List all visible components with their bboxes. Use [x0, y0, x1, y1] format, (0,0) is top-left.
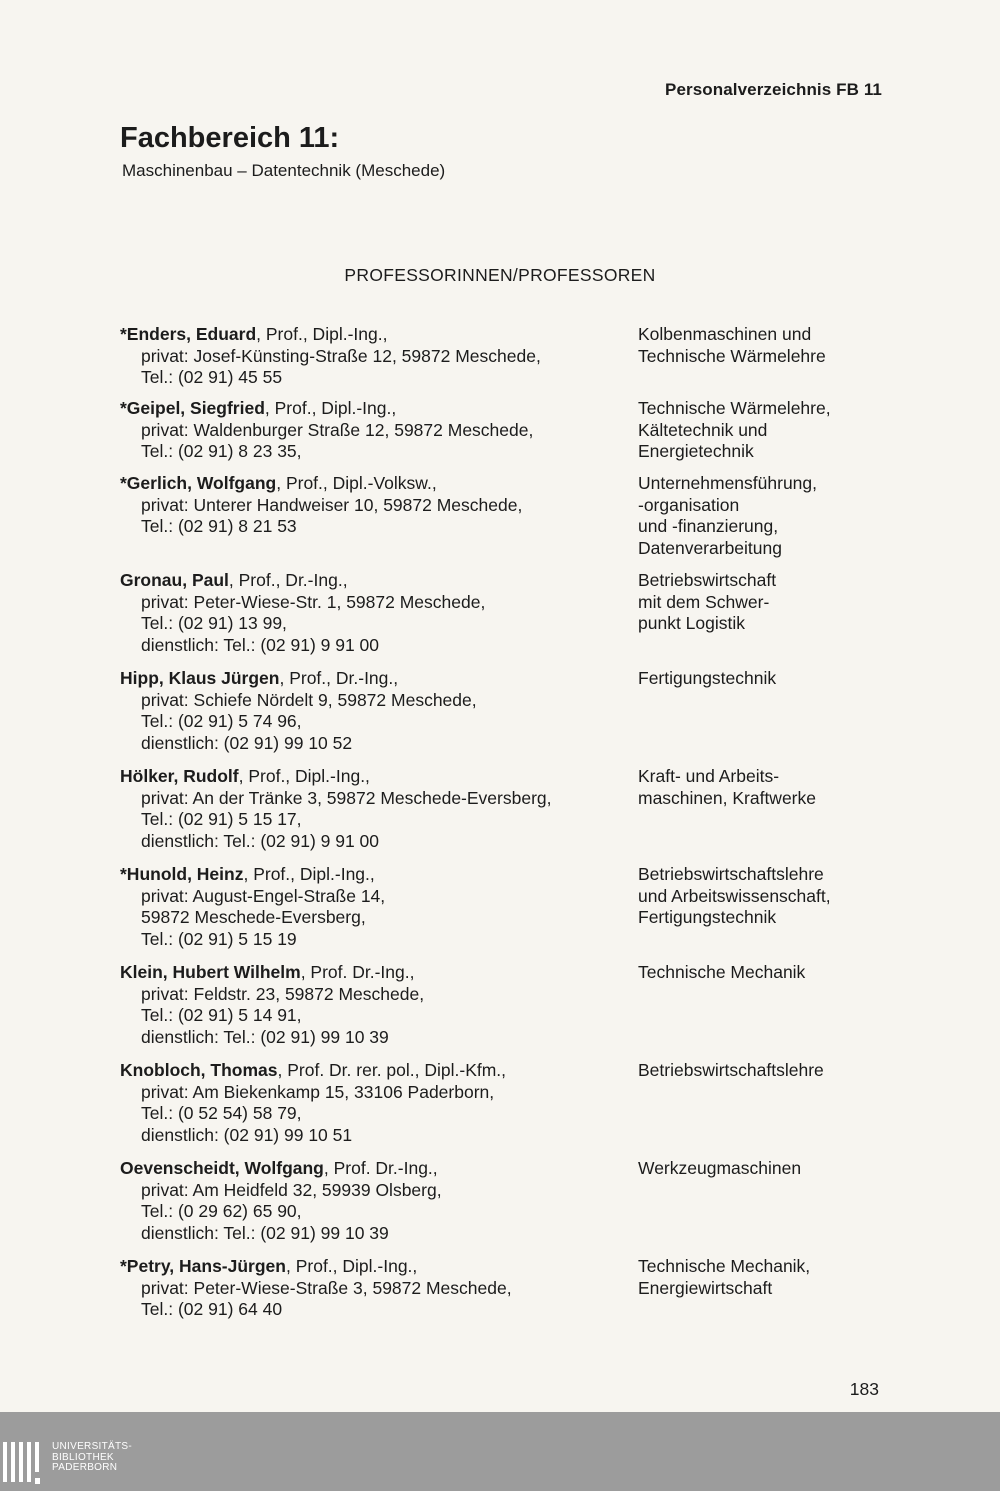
subject-line: Unternehmensführung, [638, 473, 817, 493]
subject-line: -organisation [638, 494, 740, 515]
contact-line: Tel.: (0 52 54) 58 79, [141, 1103, 302, 1124]
section-heading: PROFESSORINNEN/PROFESSOREN [344, 265, 656, 285]
professor-title: , Prof., Dipl.-Ing., [238, 766, 370, 786]
contact-line: dienstlich: (02 91) 99 10 51 [141, 1125, 353, 1146]
professor-name: *Geipel, Siegfried [120, 398, 265, 418]
professor-name: Hölker, Rudolf [120, 766, 239, 786]
professor-name-line [120, 570, 620, 592]
subject-line: und -finanzierung, [638, 516, 779, 537]
subject-line: Energiewirtschaft [638, 1277, 773, 1298]
subject-area [638, 1060, 888, 1082]
professor-title: , Prof., Dr.-Ing., [228, 570, 348, 590]
contact-line: Tel.: (02 91) 5 15 17, [141, 809, 302, 830]
contact-line: dienstlich: Tel.: (02 91) 99 10 39 [141, 1223, 389, 1244]
contact-line: privat: Waldenburger Straße 12, 59872 Meschede, [141, 419, 534, 440]
professor-contact [120, 864, 620, 951]
contact-line: dienstlich: (02 91) 99 10 52 [141, 733, 353, 754]
contact-line: 59872 Meschede-Eversberg, [141, 907, 366, 928]
subject-area [638, 324, 888, 367]
contact-line: Tel.: (02 91) 45 55 [141, 367, 283, 388]
professor-contact [120, 1158, 620, 1245]
professor-title: , Prof. Dr.-Ing., [323, 1158, 438, 1178]
professor-name-line [120, 398, 620, 420]
professor-name-line [120, 962, 620, 984]
professor-name: Oevenscheidt, Wolfgang [120, 1158, 324, 1178]
professor-title: , Prof. Dr.-Ing., [300, 962, 415, 982]
contact-line: dienstlich: Tel.: (02 91) 9 91 00 [141, 831, 380, 852]
professor-contact [120, 324, 620, 389]
subject-line: Werkzeugmaschinen [638, 1158, 802, 1178]
subject-line: Energietechnik [638, 441, 754, 462]
professor-name: *Gerlich, Wolfgang [120, 473, 277, 493]
subject-area [638, 864, 888, 929]
library-name-line: PADERBORN [52, 1462, 118, 1473]
contact-line: Tel.: (02 91) 5 14 91, [141, 1005, 302, 1026]
professor-name-line [120, 766, 620, 788]
professor-title: , Prof., Dipl.-Ing., [243, 864, 375, 884]
professor-name: Klein, Hubert Wilhelm [120, 962, 301, 982]
subject-area [638, 398, 888, 463]
contact-line: privat: Unterer Handweiser 10, 59872 Meschede, [141, 494, 523, 515]
subject-line: Technische Wärmelehre, [638, 398, 831, 418]
professor-name-line [120, 864, 620, 886]
contact-line: Tel.: (02 91) 8 23 35, [141, 441, 302, 462]
subject-line: Kältetechnik und [638, 419, 768, 440]
subject-line: Kraft- und Arbeits- [638, 766, 780, 786]
professor-name-line [120, 1158, 620, 1180]
library-name-line: UNIVERSITÄTS- [52, 1441, 133, 1452]
contact-line: privat: Feldstr. 23, 59872 Meschede, [141, 983, 425, 1004]
contact-line: dienstlich: Tel.: (02 91) 99 10 39 [141, 1027, 389, 1048]
subject-line: Betriebswirtschaftslehre [638, 1060, 824, 1080]
contact-line: Tel.: (02 91) 5 74 96, [141, 711, 302, 732]
department-title: Fachbereich 11: [120, 122, 340, 154]
department-subtitle: Maschinenbau – Datentechnik (Meschede) [122, 161, 446, 180]
professor-contact [120, 473, 620, 538]
professor-contact [120, 766, 620, 853]
subject-line: mit dem Schwer- [638, 591, 770, 612]
contact-line: privat: Peter-Wiese-Straße 3, 59872 Meschede, [141, 1277, 512, 1298]
professor-name-line [120, 473, 620, 495]
contact-line: privat: An der Tränke 3, 59872 Meschede-Eversberg, [141, 787, 552, 808]
subject-line: und Arbeitswissenschaft, [638, 885, 831, 906]
subject-line: Betriebswirtschaftslehre [638, 864, 824, 884]
subject-area [638, 766, 888, 809]
professor-title: , Prof., Dipl.-Ing., [264, 398, 397, 418]
professor-name-line [120, 324, 620, 346]
professor-name: Knobloch, Thomas [120, 1060, 278, 1080]
subject-line: Fertigungstechnik [638, 907, 777, 928]
contact-line: privat: Peter-Wiese-Str. 1, 59872 Meschede, [141, 591, 486, 612]
professor-contact [120, 398, 620, 463]
professor-contact [120, 1060, 620, 1147]
contact-line: privat: August-Engel-Straße 14, [141, 885, 386, 906]
subject-line: Datenverarbeitung [638, 538, 782, 559]
library-logo-icon [3, 1442, 45, 1490]
professor-name: Hipp, Klaus Jürgen [120, 668, 280, 688]
professor-title: , Prof. Dr. rer. pol., Dipl.-Kfm., [277, 1060, 507, 1080]
subject-line: Kolbenmaschinen und [638, 324, 812, 344]
contact-line: Tel.: (02 91) 5 15 19 [141, 929, 297, 950]
professor-contact [120, 1256, 620, 1321]
subject-area [638, 1256, 888, 1299]
library-footer [0, 1412, 1000, 1491]
subject-line: maschinen, Kraftwerke [638, 787, 816, 808]
subject-line: Technische Mechanik [638, 962, 806, 982]
contact-line: privat: Schiefe Nördelt 9, 59872 Meschede, [141, 689, 477, 710]
professor-name: *Petry, Hans-Jürgen [120, 1256, 286, 1276]
professor-title: , Prof., Dipl.-Ing., [285, 1256, 418, 1276]
contact-line: Tel.: (0 29 62) 65 90, [141, 1201, 302, 1222]
professor-contact [120, 962, 620, 1049]
professor-title: , Prof., Dipl.-Volksw., [276, 473, 437, 493]
contact-line: Tel.: (02 91) 64 40 [141, 1299, 283, 1320]
subject-area [638, 962, 888, 984]
professor-contact [120, 668, 620, 755]
subject-line: Fertigungstechnik [638, 668, 777, 688]
professor-name: Gronau, Paul [120, 570, 229, 590]
contact-line: dienstlich: Tel.: (02 91) 9 91 00 [141, 635, 380, 656]
professor-name-line [120, 1256, 620, 1278]
library-name [52, 1442, 132, 1474]
professor-title: , Prof., Dr.-Ing., [279, 668, 399, 688]
professor-name: *Enders, Eduard [120, 324, 257, 344]
subject-area [638, 473, 888, 560]
subject-line: Technische Wärmelehre [638, 345, 826, 366]
contact-line: privat: Am Heidfeld 32, 59939 Olsberg, [141, 1179, 442, 1200]
subject-line: Betriebswirtschaft [638, 570, 777, 590]
professor-name-line [120, 1060, 620, 1082]
library-name-line: BIBLIOTHEK [52, 1451, 114, 1463]
subject-area [638, 668, 888, 690]
professor-name: *Hunold, Heinz [120, 864, 244, 884]
contact-line: Tel.: (02 91) 8 21 53 [141, 516, 297, 537]
running-head: Personalverzeichnis FB 11 [665, 80, 882, 99]
professor-name-line [120, 668, 620, 690]
contact-line: privat: Josef-Künsting-Straße 12, 59872 Meschede, [141, 345, 541, 366]
subject-line: Technische Mechanik, [638, 1256, 811, 1276]
subject-line: punkt Logistik [638, 613, 746, 634]
contact-line: privat: Am Biekenkamp 15, 33106 Paderborn, [141, 1081, 495, 1102]
professor-title: , Prof., Dipl.-Ing., [256, 324, 388, 344]
subject-area [638, 570, 888, 635]
professor-contact [120, 570, 620, 657]
page-number: 183 [849, 1379, 879, 1399]
contact-line: Tel.: (02 91) 13 99, [141, 613, 287, 634]
subject-area [638, 1158, 888, 1180]
